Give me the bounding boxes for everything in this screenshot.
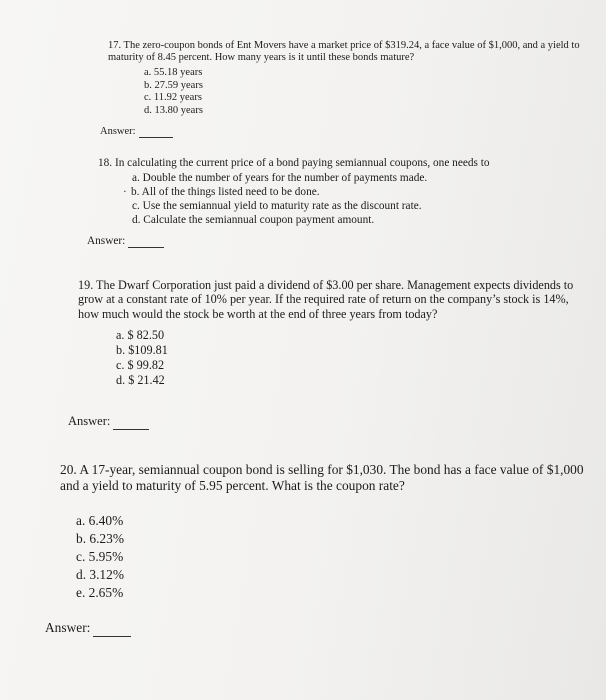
question-19	[78, 278, 588, 388]
choice-d: d. 13.80 years	[144, 105, 203, 117]
choice-a: a. 55.18 years	[144, 66, 203, 78]
choice-a: a. Double the number of years for the number of payments made.	[132, 172, 428, 185]
answer-label: Answer:	[100, 126, 136, 137]
choice-d: d. 3.12%	[76, 566, 124, 582]
question-stem: 18. In calculating the current price of a bond paying semiannual coupons, one needs to	[98, 157, 490, 169]
choice-b: b. 6.23%	[76, 530, 124, 546]
answer-line-19	[68, 414, 149, 430]
question-18	[98, 157, 568, 227]
answer-blank	[93, 620, 131, 637]
answer-blank	[113, 414, 149, 430]
question-stem: 17. The zero-coupon bonds of Ent Movers have a market price of $319.24, a face value of $1,000, and a yield to maturity of 8.45 percent. How many years is it until these bonds mature?	[108, 40, 580, 64]
choice-list	[78, 328, 588, 388]
choice-c: c. 5.95%	[76, 548, 124, 564]
answer-blank	[139, 126, 173, 138]
bullet-mark: ·	[123, 186, 127, 199]
choice-e: e. 2.65%	[76, 585, 124, 600]
choice-a: a. $ 82.50	[116, 328, 165, 343]
choice-b: b. 27.59 years	[144, 79, 203, 91]
question-stem: 20. A 17-year, semiannual coupon bond is selling for $1,030. The bond has a face value of $1,000 and a yield to maturity of 5.95 percent. What is the coupon rate?	[60, 462, 584, 493]
answer-label: Answer:	[45, 620, 91, 635]
choice-c: c. $ 99.82	[116, 357, 165, 372]
choice-b	[123, 186, 568, 200]
choice-a: a. 6.40%	[76, 512, 124, 528]
choice-c: c. 11.92 years	[144, 92, 202, 104]
choice-b: b. $109.81	[116, 343, 168, 358]
choice-list	[98, 172, 568, 227]
answer-label: Answer:	[68, 414, 111, 428]
choice-d: d. $ 21.42	[116, 372, 165, 387]
question-stem: 19. The Dwarf Corporation just paid a dividend of $3.00 per share. Management expects dividends to grow at a constant rate of 10% per year. If the required rate of return on the company’s stock is 14%, how much would the stock be worth at the end of three years from today?	[78, 278, 574, 321]
answer-label: Answer:	[87, 235, 126, 247]
choice-list	[60, 512, 592, 602]
choice-text: b. All of the things listed need to be done.	[131, 186, 320, 199]
answer-line-20	[45, 620, 131, 637]
choice-d: d. Calculate the semiannual coupon payment amount.	[132, 213, 375, 226]
choice-c: c. Use the semiannual yield to maturity rate as the discount rate.	[132, 199, 422, 212]
question-20	[60, 462, 592, 602]
answer-line-18	[87, 235, 164, 248]
answer-blank	[128, 235, 164, 248]
choice-list	[108, 67, 588, 118]
question-17	[108, 40, 588, 118]
answer-line-17	[100, 126, 173, 138]
